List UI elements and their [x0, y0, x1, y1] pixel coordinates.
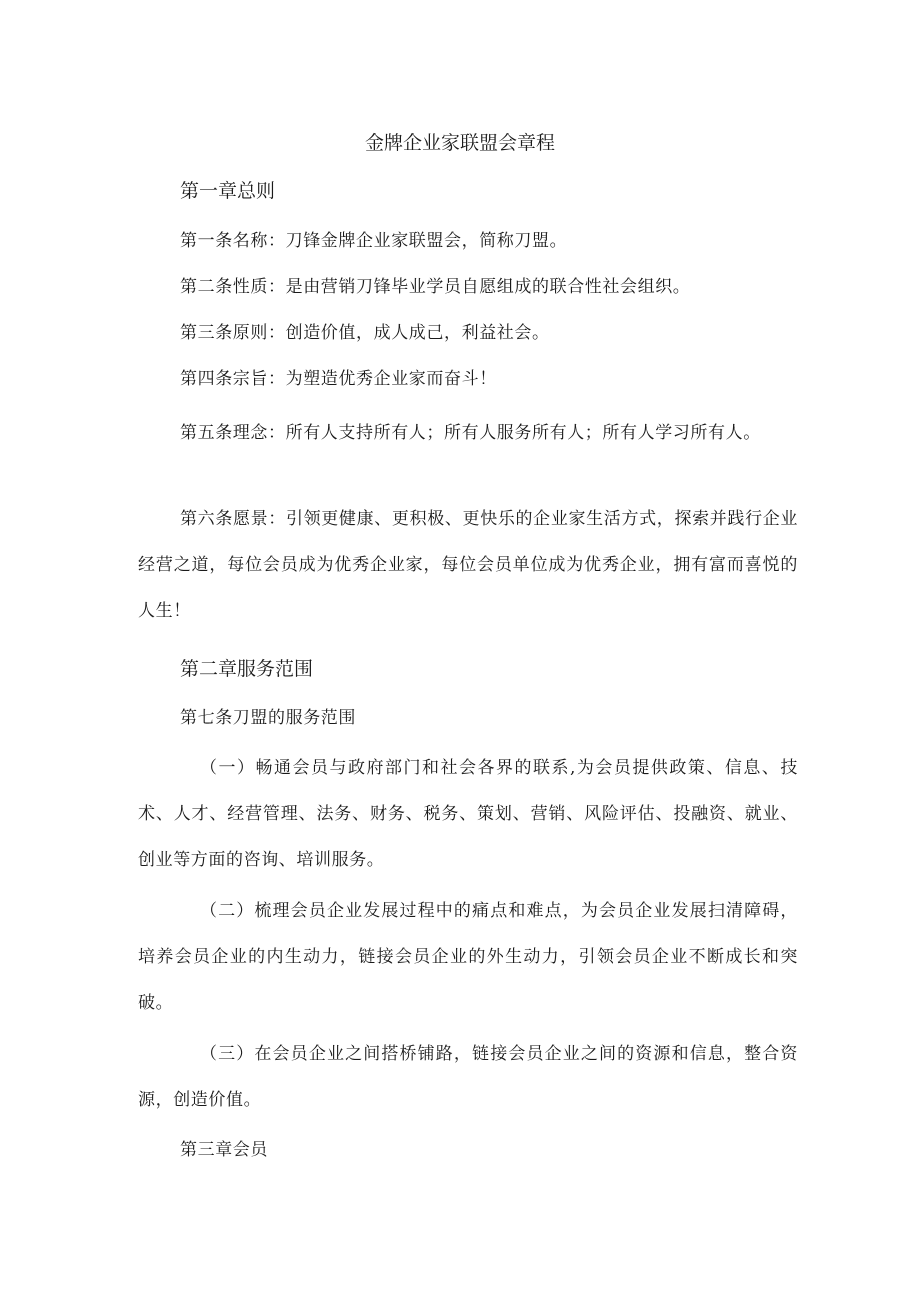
article-7-title: 第七条刀盟的服务范围	[180, 708, 356, 728]
article-1: 第一条名称：刀锋金牌企业家联盟会，简称刀盟。	[180, 231, 568, 251]
service-item-1: （一）畅通会员与政府部门和社会各界的联系,为会员提供政策、信息、技术、人才、经营管理、法务、财务、税务、策划、营销、风险评估、投融资、就业、创业等方面的咨询、培训服务。	[138, 758, 798, 870]
chapter-2-heading: 第二章服务范围	[180, 658, 314, 680]
article-2: 第二条性质：是由营销刀锋毕业学员自愿组成的联合性社会组织。	[180, 277, 691, 297]
article-6: 第六条愿景：引领更健康、更积极、更快乐的企业家生活方式，探索并践行企业经营之道，每位会员成为优秀企业家，每位会员单位成为优秀企业，拥有富而喜悦的人生！	[138, 509, 798, 621]
service-item-2: （二）梳理会员企业发展过程中的痛点和难点，为会员企业发展扫清障碍，培养会员企业的内生动力，链接会员企业的外生动力，引领会员企业不断成长和突破。	[138, 901, 798, 1013]
chapter-1-heading: 第一章总则	[180, 180, 276, 202]
article-5: 第五条理念：所有人支持所有人；所有人服务所有人；所有人学习所有人。	[180, 423, 761, 443]
chapter-3-heading: 第三章会员	[180, 1140, 268, 1160]
article-3: 第三条原则：创造价值，成人成己，利益社会。	[180, 323, 550, 343]
article-4: 第四条宗旨：为塑造优秀企业家而奋斗！	[180, 369, 497, 389]
service-item-3: （三）在会员企业之间搭桥铺路，链接会员企业之间的资源和信息，整合资源，创造价值。	[138, 1044, 798, 1110]
document-title: 金牌企业家联盟会章程	[364, 132, 555, 154]
